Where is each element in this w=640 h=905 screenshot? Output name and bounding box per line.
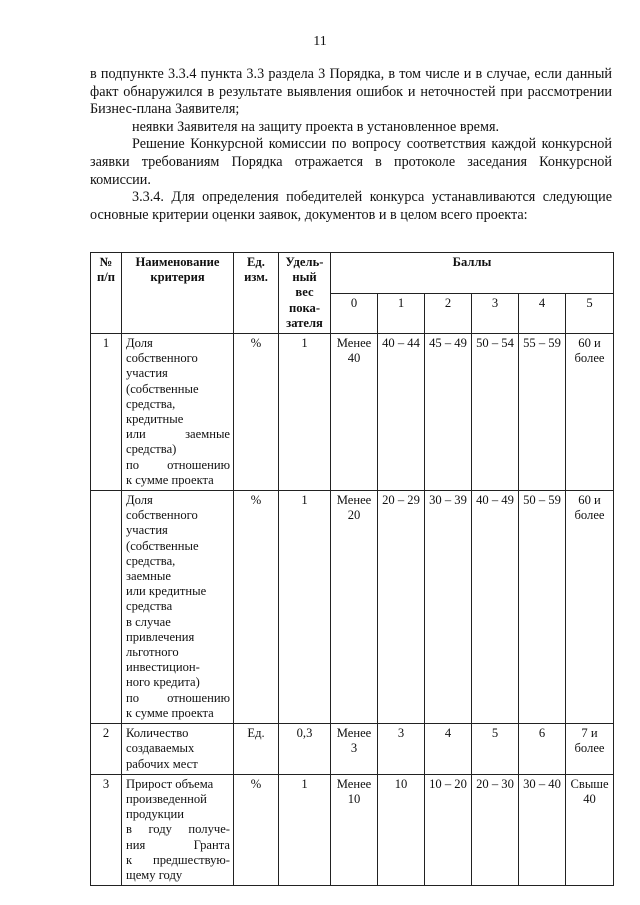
criterion-name-line: или заемные [126, 427, 230, 442]
paragraph-2: неявки Заявителя на защиту проекта в установленное время. [132, 118, 500, 135]
criterion-name-line: к сумме проекта [126, 472, 214, 487]
unit-cell: % [234, 491, 279, 724]
criterion-name [122, 724, 234, 775]
score-cell: 50 – 54 [472, 334, 519, 491]
score-col-2: 2 [425, 293, 472, 334]
weight-cell: 1 [279, 774, 331, 885]
criterion-name-line: участия [126, 366, 168, 381]
criterion-name-line: ного кредита) [126, 675, 200, 690]
criterion-name-line: создаваемых [126, 741, 195, 756]
score-cell: 40 – 49 [472, 491, 519, 724]
criterion-name-line: средства, [126, 553, 176, 568]
weight-cell: 0,3 [279, 724, 331, 775]
criterion-name-line: к предшествую- [126, 852, 230, 867]
criterion-name-line: (собственные [126, 381, 199, 396]
score-cell: Менее 10 [331, 774, 378, 885]
score-cell: 6 [519, 724, 566, 775]
paragraph-1: в подпункте 3.3.4 пункта 3.3 раздела 3 Порядка, в том числе и в случае, если данный факт обнаружился в результате выявления ошибок и неточностей при рассмотрении Бизнес-плана Заявителя; [90, 66, 612, 118]
criterion-name-line: щему году [126, 867, 183, 882]
body-text [90, 66, 612, 224]
criterion-name-line: продукции [126, 807, 185, 822]
weight-cell: 1 [279, 491, 331, 724]
score-cell: 20 – 29 [378, 491, 425, 724]
score-cell: 10 – 20 [425, 774, 472, 885]
criterion-name-line: средства, [126, 396, 176, 411]
score-cell: Менее 20 [331, 491, 378, 724]
score-cell: 45 – 49 [425, 334, 472, 491]
criterion-name-line: по отношению [126, 457, 230, 472]
row-num: 1 [91, 334, 122, 491]
score-col-1: 1 [378, 293, 425, 334]
score-cell: Свыше 40 [566, 774, 614, 885]
unit-cell: Ед. [234, 724, 279, 775]
score-cell: 50 – 59 [519, 491, 566, 724]
criteria-table [90, 252, 614, 886]
table-row [91, 724, 614, 775]
score-cell: 60 и более [566, 334, 614, 491]
table-row [91, 774, 614, 885]
criterion-name-line: (собственные [126, 538, 199, 553]
header-weight: Удель-ный вес пока-зателя [279, 253, 331, 334]
score-cell: 55 – 59 [519, 334, 566, 491]
criterion-name-line: Доля [126, 493, 153, 508]
criterion-name-line: ния Гранта [126, 837, 230, 852]
page-number: 11 [313, 34, 327, 49]
header-scores: Баллы [331, 253, 614, 294]
score-cell: 40 – 44 [378, 334, 425, 491]
criterion-name-line: участия [126, 523, 168, 538]
criterion-name [122, 491, 234, 724]
criterion-name-line: Доля [126, 336, 153, 351]
unit-cell: % [234, 774, 279, 885]
score-cell: 30 – 39 [425, 491, 472, 724]
criterion-name-line: рабочих мест [126, 756, 198, 771]
score-cell: 20 – 30 [472, 774, 519, 885]
score-cell: 7 и более [566, 724, 614, 775]
table-row [91, 334, 614, 491]
criterion-name-line: инвестицион- [126, 660, 200, 675]
criterion-name-line: льготного [126, 645, 179, 660]
score-cell: 10 [378, 774, 425, 885]
score-col-3: 3 [472, 293, 519, 334]
paragraph-3: Решение Конкурсной комиссии по вопросу соответствия каждой конкурсной заявки требованиям Порядка отражается в протоколе заседания Конкурсной комиссии. [90, 136, 612, 188]
table-row [91, 491, 614, 724]
score-col-0: 0 [331, 293, 378, 334]
score-cell: 60 и более [566, 491, 614, 724]
criterion-name [122, 774, 234, 885]
criterion-name-line: средства [126, 599, 173, 614]
paragraph-4: 3.3.4. Для определения победителей конкурса устанавливаются следующие основные критерии оценки заявок, документов и в целом всего проекта: [90, 189, 612, 223]
criterion-name-line: Прирост объема [126, 776, 214, 791]
criterion-name-line: в случае [126, 614, 171, 629]
score-cell: Менее 40 [331, 334, 378, 491]
criterion-name-line: заемные [126, 569, 171, 584]
row-num: 3 [91, 774, 122, 885]
header-name: Наименование критерия [122, 253, 234, 334]
criterion-name-line: к сумме проекта [126, 705, 214, 720]
score-col-4: 4 [519, 293, 566, 334]
score-cell: 30 – 40 [519, 774, 566, 885]
criterion-name-line: в году получе- [126, 822, 230, 837]
weight-cell: 1 [279, 334, 331, 491]
criterion-name-line: или кредитные [126, 584, 207, 599]
header-unit: Ед. изм. [234, 253, 279, 334]
criterion-name-line: привлечения [126, 629, 195, 644]
criterion-name-line: собственного [126, 351, 198, 366]
criterion-name-line: собственного [126, 508, 198, 523]
score-col-5: 5 [566, 293, 614, 334]
unit-cell: % [234, 334, 279, 491]
criterion-name-line: произведенной [126, 791, 207, 806]
table-body [91, 334, 614, 886]
header-num: № п/п [91, 253, 122, 334]
criterion-name-line: кредитные [126, 412, 184, 427]
table-header-row [91, 253, 614, 294]
score-cell: 3 [378, 724, 425, 775]
criterion-name [122, 334, 234, 491]
score-cell: 5 [472, 724, 519, 775]
score-cell: Менее 3 [331, 724, 378, 775]
score-cell: 4 [425, 724, 472, 775]
criterion-name-line: средства) [126, 442, 177, 457]
row-num [91, 491, 122, 724]
criterion-name-line: по отношению [126, 690, 230, 705]
row-num: 2 [91, 724, 122, 775]
criterion-name-line: Количество [126, 726, 189, 741]
